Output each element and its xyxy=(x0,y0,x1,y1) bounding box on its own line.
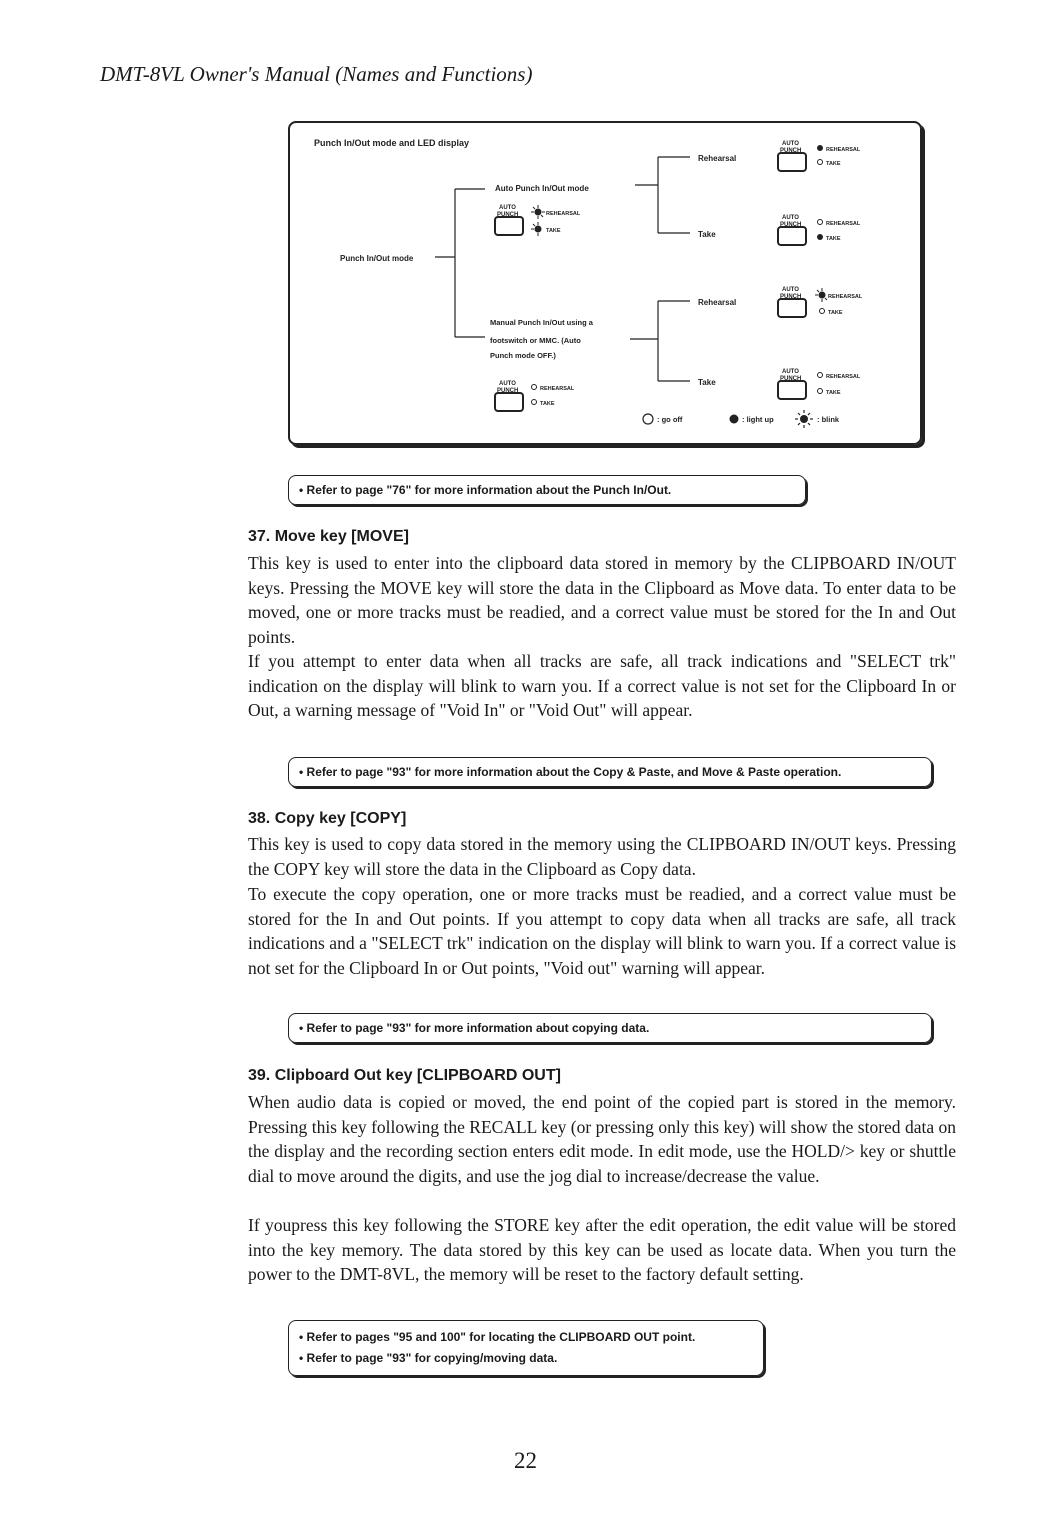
svg-text:TAKE: TAKE xyxy=(546,228,561,234)
section-heading-clipboard-out: 39. Clipboard Out key [CLIPBOARD OUT] xyxy=(248,1067,561,1084)
svg-text:: light up: : light up xyxy=(742,415,774,424)
led-off-icon xyxy=(643,414,653,424)
svg-text:: blink: : blink xyxy=(817,415,840,424)
page-number: 22 xyxy=(514,1448,537,1473)
auto-rehearsal-button-icon xyxy=(778,141,861,171)
take-label-2: Take xyxy=(698,378,716,387)
reference-note-move xyxy=(288,757,932,787)
svg-text:TAKE: TAKE xyxy=(826,390,841,396)
manual-line-2: footswitch or MMC. (Auto xyxy=(490,336,581,345)
rehearsal-label-2: Rehearsal xyxy=(698,298,737,307)
manual-mode-button-icon xyxy=(495,381,575,411)
svg-text:AUTO: AUTO xyxy=(499,205,516,211)
section-heading-move: 37. Move key [MOVE] xyxy=(248,528,409,545)
reference-line: • Refer to page "93" for copying/moving data. xyxy=(299,1351,558,1365)
copy-paragraph-2: To execute the copy operation, one or more tracks must be readied, and a correct value must be stored for the In and Out points. If you attempt to copy data when all tracks are safe, all track indications and a "SELECT trk" indication on the display will blink to warn you. If a correct value is not set for the Clipboard In or Out points, "Void out" warning will appear. xyxy=(248,884,956,979)
diagram-title: Punch In/Out mode and LED display xyxy=(314,138,470,148)
reference-note-copy xyxy=(288,1013,932,1043)
manual-line-1: Manual Punch In/Out using a xyxy=(490,318,593,327)
diagram-svg xyxy=(290,123,920,443)
clipboard-paragraph-1: When audio data is copied or moved, the end point of the copied part is stored in the memory. Pressing this key following the RECALL key (or pressing only this key) will show the stored data on the display and the recording section enters edit mode. In edit mode, use the HOLD/> key or shuttle dial to move around the digits, and use the jog dial to increase/decrease the value. xyxy=(248,1092,956,1187)
svg-text:PUNCH: PUNCH xyxy=(497,212,519,218)
move-paragraph-1: This key is used to enter into the clipboard data stored in memory by the CLIPBOARD IN/OUT keys. Pressing the MOVE key will store the data in the Clipboard as Move data. To enter data to be moved, one or more tracks must be readied, and a correct value must be stored for the In and Out points. xyxy=(248,553,956,648)
manual-take-button-icon xyxy=(778,369,861,399)
clipboard-paragraph-2: If youpress this key following the STORE key after the edit operation, the edit value will be stored into the key memory. The data stored by this key can be used as locate data. When you turn the power to the DMT-8VL, the memory will be reset to the factory default setting. xyxy=(248,1215,956,1285)
reference-note-clipboard xyxy=(288,1320,764,1376)
svg-text:REHEARSAL: REHEARSAL xyxy=(826,221,861,227)
take-label-1: Take xyxy=(698,230,716,239)
svg-text:TAKE: TAKE xyxy=(540,401,555,407)
reference-line: • Refer to page "93" for more information about copying data. xyxy=(299,1020,650,1035)
page-header: DMT-8VL Owner's Manual (Names and Functions) xyxy=(100,62,533,86)
punch-mode-diagram xyxy=(288,121,922,445)
copy-paragraph-1: This key is used to copy data stored in the memory using the CLIPBOARD IN/OUT keys. Pressing the COPY key will store the data in the Clipboard as Copy data. xyxy=(248,834,956,879)
svg-text:TAKE: TAKE xyxy=(828,310,843,316)
svg-text:AUTO: AUTO xyxy=(782,141,799,147)
svg-text:PUNCH: PUNCH xyxy=(497,388,519,394)
svg-text:PUNCH: PUNCH xyxy=(780,148,802,154)
reference-note-punch xyxy=(288,475,806,505)
svg-text:REHEARSAL: REHEARSAL xyxy=(826,374,861,380)
manual-rehearsal-button-icon xyxy=(778,287,863,317)
svg-text:REHEARSAL: REHEARSAL xyxy=(826,147,861,153)
reference-line: • Refer to page "93" for more information about the Copy & Paste, and Move & Paste operation. xyxy=(299,764,842,779)
rehearsal-label-1: Rehearsal xyxy=(698,154,737,163)
svg-text:PUNCH: PUNCH xyxy=(780,294,802,300)
led-on-icon xyxy=(730,415,739,424)
move-paragraph-2: If you attempt to enter data when all tracks are safe, all track indications and "SELECT trk" indication on the display will blink to warn you. If a correct value is not set for the Clipboard In or Out, a warning message of "Void In" or "Void Out" will appear. xyxy=(248,651,956,721)
svg-text:TAKE: TAKE xyxy=(826,236,841,242)
svg-text:REHEARSAL: REHEARSAL xyxy=(540,386,575,392)
svg-text:AUTO: AUTO xyxy=(782,215,799,221)
svg-text:AUTO: AUTO xyxy=(499,381,516,387)
svg-text:REHEARSAL: REHEARSAL xyxy=(828,294,863,300)
svg-text:TAKE: TAKE xyxy=(826,161,841,167)
auto-mode-button-icon xyxy=(495,205,581,236)
root-label: Punch In/Out mode xyxy=(340,254,414,263)
auto-branch-label: Auto Punch In/Out mode xyxy=(495,184,589,193)
section-heading-copy: 38. Copy key [COPY] xyxy=(248,810,407,827)
manual-line-3: Punch mode OFF.) xyxy=(490,351,556,360)
svg-text:PUNCH: PUNCH xyxy=(780,222,802,228)
svg-text:AUTO: AUTO xyxy=(782,287,799,293)
reference-line: • Refer to pages "95 and 100" for locating the CLIPBOARD OUT point. xyxy=(299,1330,696,1344)
diagram-legend xyxy=(643,410,840,428)
auto-take-button-icon xyxy=(778,215,861,245)
svg-text:PUNCH: PUNCH xyxy=(780,376,802,382)
svg-text:AUTO: AUTO xyxy=(782,369,799,375)
reference-line: • Refer to page "76" for more information about the Punch In/Out. xyxy=(299,482,672,497)
svg-text:: go off: : go off xyxy=(657,415,683,424)
led-blink-icon xyxy=(795,410,813,428)
svg-text:REHEARSAL: REHEARSAL xyxy=(546,211,581,217)
